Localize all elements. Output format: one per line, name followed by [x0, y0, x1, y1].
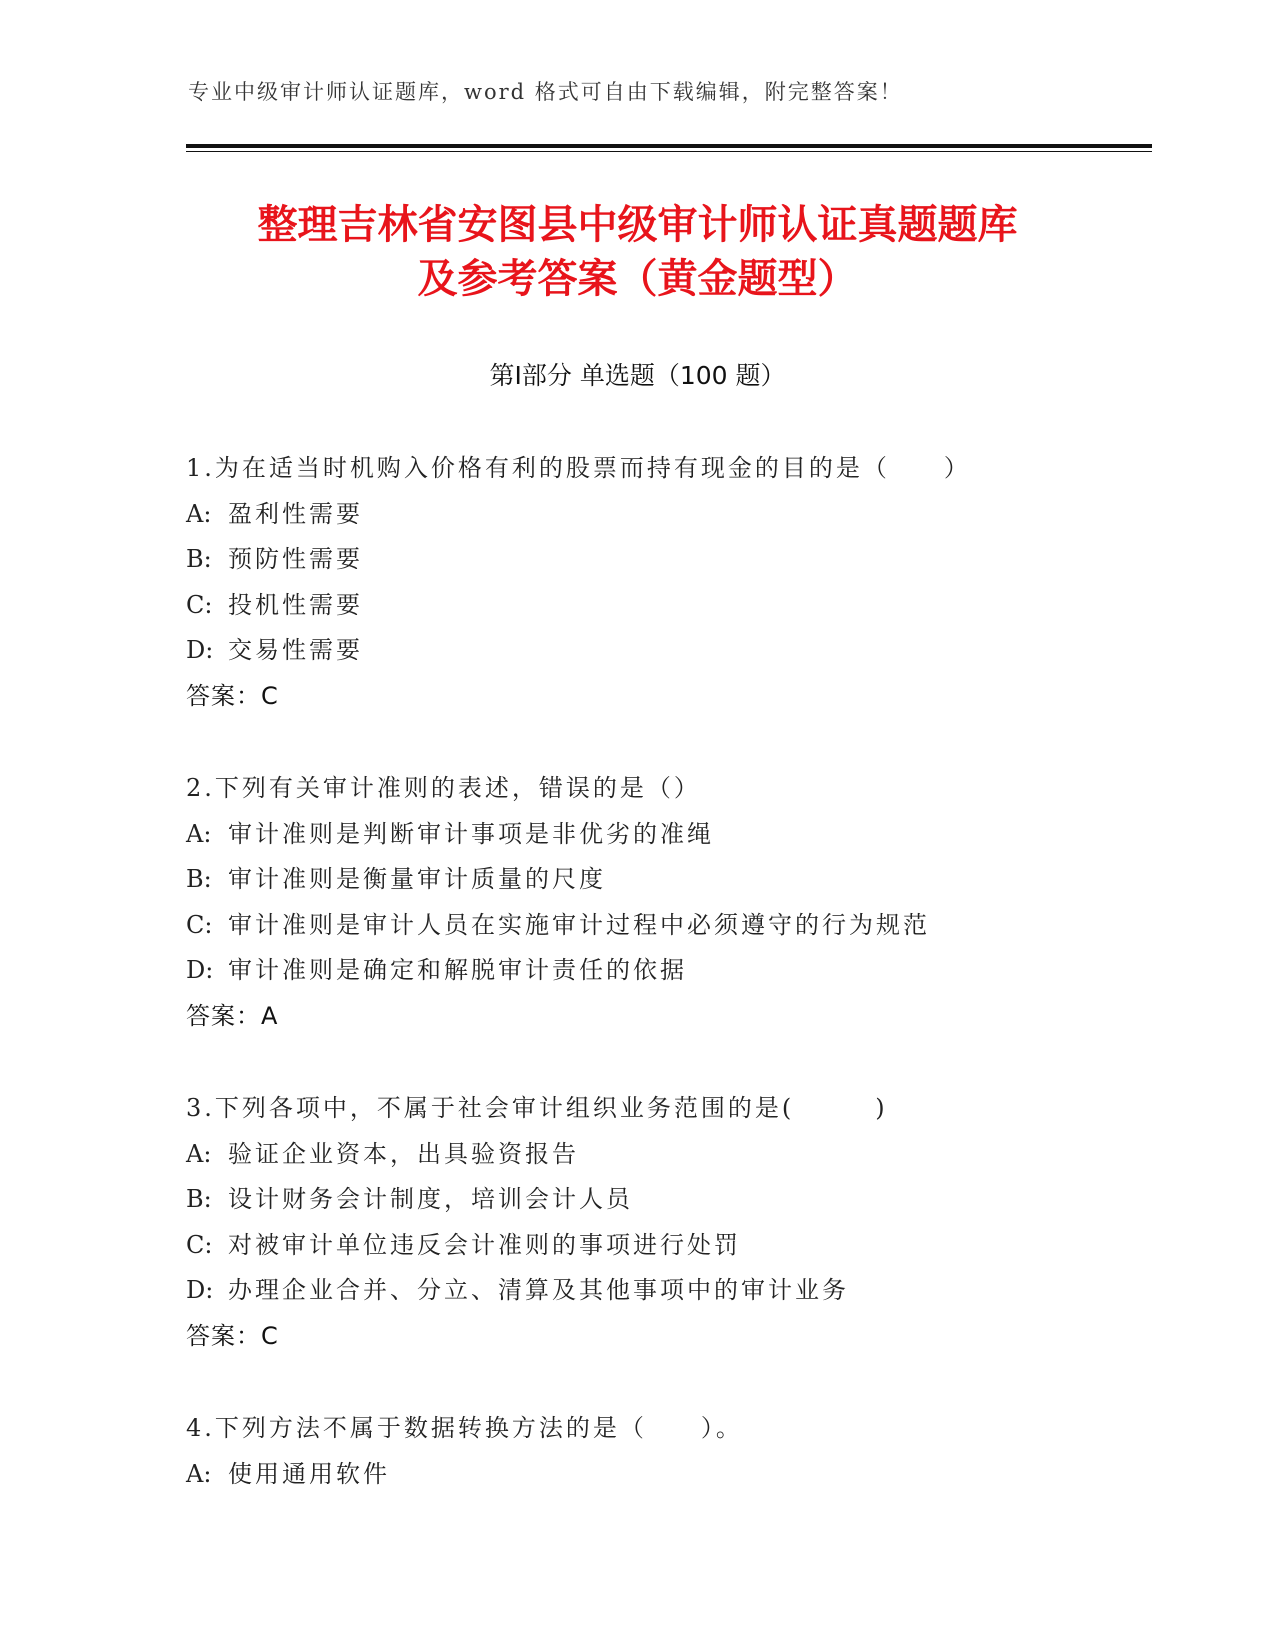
option-d [186, 628, 1146, 674]
header-rule-thick [186, 144, 1152, 148]
option-letter: D: [186, 1276, 214, 1304]
option-text: 使用通用软件 [228, 1459, 390, 1488]
question-stem: 2.下列有关审计准则的表述，错误的是（） [186, 774, 701, 802]
option-text: 审计准则是衡量审计质量的尺度 [228, 865, 606, 893]
option-letter: A: [186, 1139, 212, 1168]
option-text: 审计准则是判断审计事项是非优劣的准绳 [228, 819, 714, 848]
option-text: 对被审计单位违反会计准则的事项进行处罚 [228, 1230, 741, 1259]
option-b [186, 1177, 1146, 1223]
option-letter: B: [186, 865, 212, 893]
question-4 [186, 1406, 1146, 1497]
question-3 [186, 1086, 1146, 1359]
option-letter: A: [186, 1459, 212, 1488]
question-1 [186, 446, 1146, 719]
option-text: 预防性需要 [228, 545, 363, 573]
option-letter: C: [186, 910, 213, 939]
option-a [186, 812, 1146, 858]
option-a [186, 492, 1146, 538]
option-letter: A: [186, 819, 212, 848]
section-title: 第Ⅰ部分 单选题（100 题） [489, 361, 786, 390]
option-d [186, 948, 1146, 994]
question-2 [186, 766, 1146, 1039]
option-b [186, 537, 1146, 583]
option-letter: D: [186, 956, 214, 984]
option-c [186, 583, 1146, 629]
option-letter: C: [186, 1230, 213, 1259]
option-d [186, 1268, 1146, 1314]
option-letter: D: [186, 636, 214, 664]
answer-line: 答案：C [186, 681, 279, 710]
question-list [186, 446, 1146, 1544]
header-rule-thin [186, 151, 1152, 152]
option-letter: B: [186, 545, 212, 573]
answer-line: 答案：C [186, 1321, 279, 1350]
option-a [186, 1452, 1146, 1498]
option-text: 办理企业合并、分立、清算及其他事项中的审计业务 [228, 1276, 849, 1304]
option-text: 盈利性需要 [228, 499, 363, 528]
title-line-2: 及参考答案（黄金题型） [417, 256, 858, 302]
option-text: 投机性需要 [228, 590, 363, 619]
question-stem: 1.为在适当时机购入价格有利的股票而持有现金的目的是（ ） [186, 454, 971, 482]
option-letter: A: [186, 499, 212, 528]
option-text: 审计准则是确定和解脱审计责任的依据 [228, 956, 687, 984]
header-note: 专业中级审计师认证题库，word 格式可自由下载编辑，附完整答案！ [188, 80, 903, 104]
option-text: 验证企业资本，出具验资报告 [228, 1139, 579, 1168]
answer-line: 答案：A [186, 1001, 279, 1030]
option-text: 设计财务会计制度，培训会计人员 [228, 1185, 633, 1213]
document-title [0, 198, 1275, 306]
option-a [186, 1132, 1146, 1178]
question-stem: 4.下列方法不属于数据转换方法的是（ ）。 [186, 1414, 743, 1442]
option-c [186, 1223, 1146, 1269]
question-stem: 3.下列各项中，不属于社会审计组织业务范围的是( ) [186, 1094, 888, 1122]
option-c [186, 903, 1146, 949]
option-b [186, 857, 1146, 903]
title-line-1: 整理吉林省安图县中级审计师认证真题题库 [257, 202, 1018, 248]
option-letter: C: [186, 590, 213, 619]
option-text: 审计准则是审计人员在实施审计过程中必须遵守的行为规范 [228, 910, 930, 939]
option-letter: B: [186, 1185, 212, 1213]
option-text: 交易性需要 [228, 636, 363, 664]
